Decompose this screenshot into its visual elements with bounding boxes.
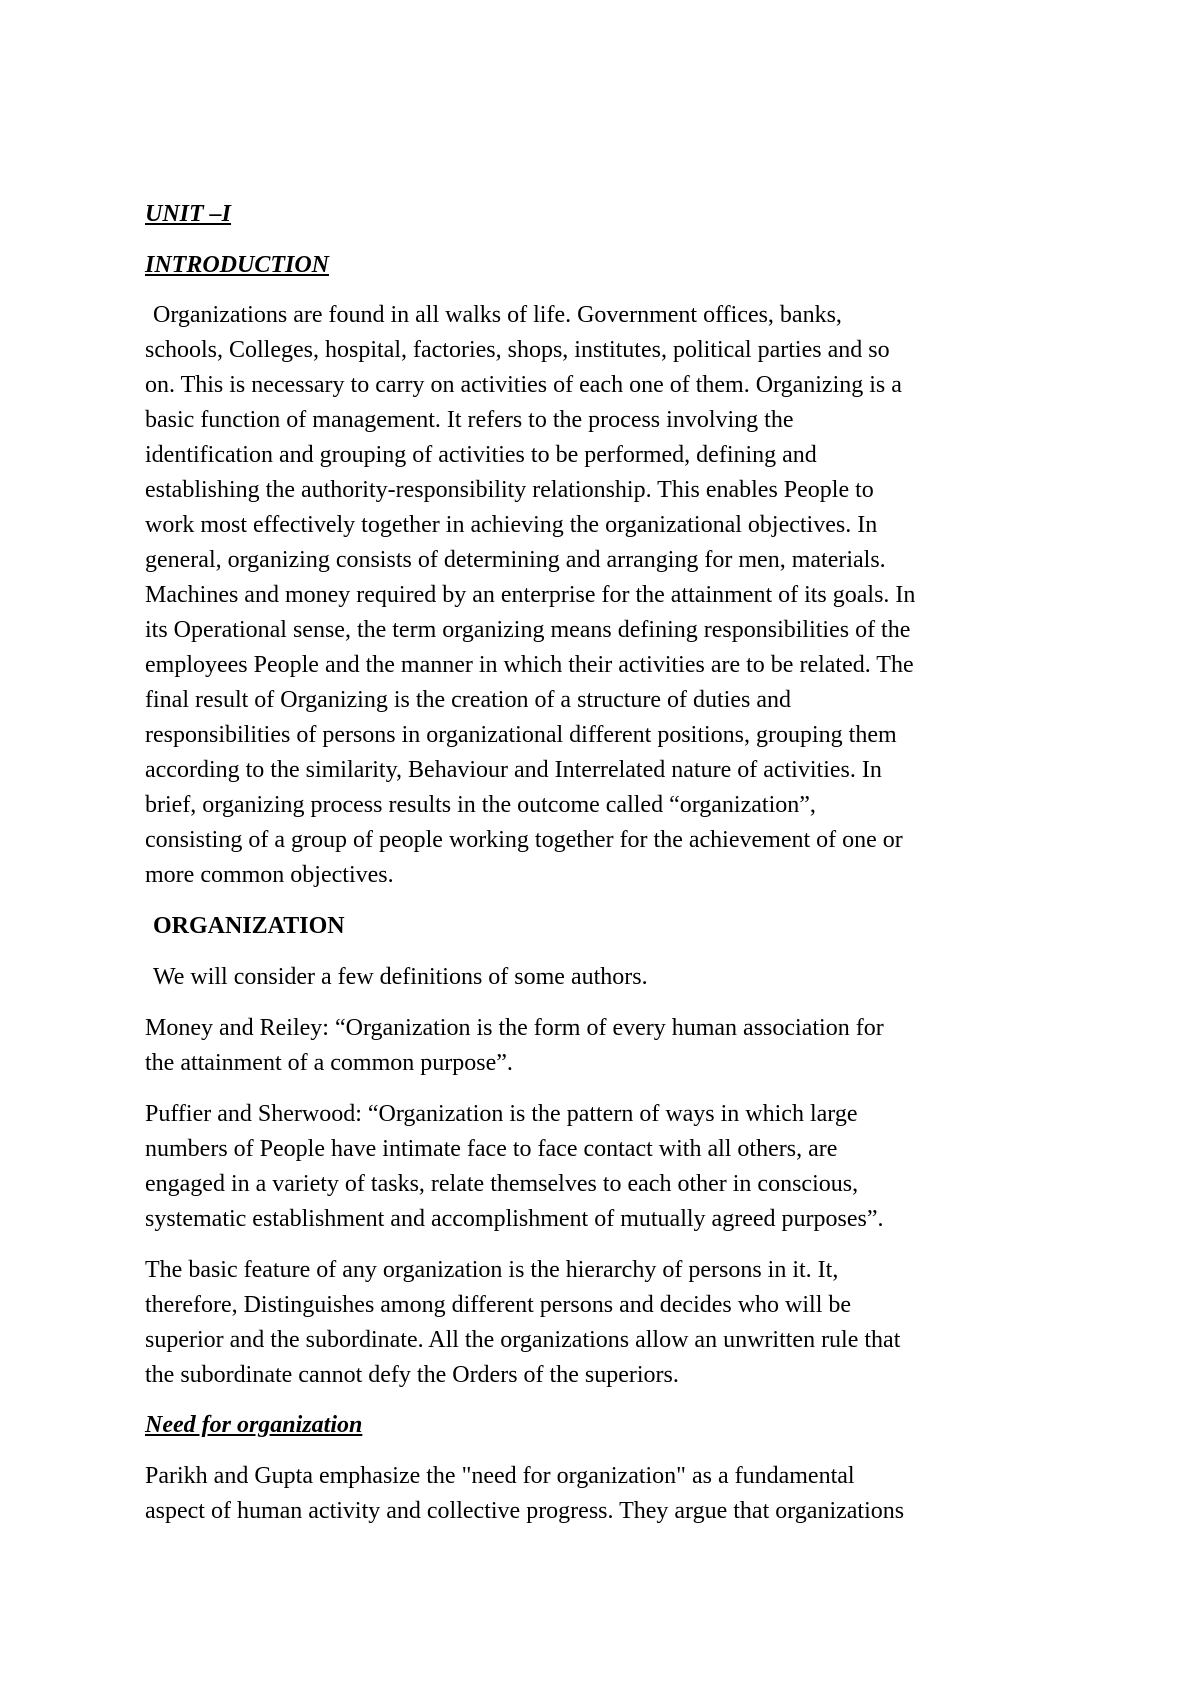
paragraph-line: work most effectively together in achieving the organizational objectives. In — [145, 512, 878, 538]
basic-feature-paragraph — [145, 1253, 1065, 1393]
paragraph-line: on. This is necessary to carry on activities of each one of them. Organizing is a — [145, 372, 902, 398]
paragraph-line: We will consider a few definitions of some authors. — [153, 964, 648, 990]
definitions-intro-paragraph — [145, 960, 1065, 995]
paragraph-line: establishing the authority-responsibility relationship. This enables People to — [145, 477, 874, 503]
paragraph-line: Machines and money required by an enterprise for the attainment of its goals. In — [145, 582, 916, 608]
document-body — [145, 197, 1065, 1529]
paragraph-line: consisting of a group of people working together for the achievement of one or — [145, 827, 903, 853]
paragraph-line: therefore, Distinguishes among different persons and decides who will be — [145, 1292, 852, 1318]
paragraph-line: general, organizing consists of determining and arranging for men, materials. — [145, 547, 886, 573]
paragraph-line: engaged in a variety of tasks, relate themselves to each other in conscious, — [145, 1171, 859, 1197]
unit-heading: UNIT –I — [145, 201, 232, 227]
money-reiley-definition — [145, 1011, 1065, 1081]
paragraph-line: Money and Reiley: “Organization is the form of every human association for — [145, 1015, 884, 1041]
organization-heading: ORGANIZATION — [153, 913, 345, 939]
paragraph-line: Parikh and Gupta emphasize the "need for organization" as a fundamental — [145, 1463, 855, 1489]
paragraph-line: systematic establishment and accomplishment of mutually agreed purposes”. — [145, 1206, 884, 1232]
parikh-gupta-paragraph — [145, 1459, 1065, 1529]
paragraph-line: according to the similarity, Behaviour and Interrelated nature of activities. In — [145, 757, 882, 783]
puffier-sherwood-definition — [145, 1097, 1065, 1237]
paragraph-line: schools, Colleges, hospital, factories, shops, institutes, political parties and so — [145, 337, 890, 363]
paragraph-line: numbers of People have intimate face to face contact with all others, are — [145, 1136, 838, 1162]
paragraph-line: superior and the subordinate. All the organizations allow an unwritten rule that — [145, 1327, 901, 1353]
introduction-paragraph — [145, 298, 1065, 893]
paragraph-line: Organizations are found in all walks of life. Government offices, banks, — [153, 302, 842, 328]
paragraph-line: identification and grouping of activities to be performed, defining and — [145, 442, 817, 468]
paragraph-line: final result of Organizing is the creation of a structure of duties and — [145, 687, 792, 713]
paragraph-line: basic function of management. It refers to the process involving the — [145, 407, 794, 433]
need-for-organization-heading: Need for organization — [145, 1412, 363, 1438]
paragraph-line: employees People and the manner in which their activities are to be related. The — [145, 652, 914, 678]
paragraph-line: the attainment of a common purpose”. — [145, 1050, 513, 1076]
introduction-heading: INTRODUCTION — [145, 252, 330, 278]
paragraph-line: the subordinate cannot defy the Orders of the superiors. — [145, 1362, 679, 1388]
paragraph-line: responsibilities of persons in organizational different positions, grouping them — [145, 722, 897, 748]
paragraph-line: aspect of human activity and collective progress. They argue that organizations — [145, 1498, 905, 1524]
paragraph-line: its Operational sense, the term organizing means defining responsibilities of the — [145, 617, 911, 643]
paragraph-line: more common objectives. — [145, 862, 394, 888]
paragraph-line: brief, organizing process results in the outcome called “organization”, — [145, 792, 816, 818]
paragraph-line: Puffier and Sherwood: “Organization is the pattern of ways in which large — [145, 1101, 858, 1127]
paragraph-line: The basic feature of any organization is the hierarchy of persons in it. It, — [145, 1257, 839, 1283]
